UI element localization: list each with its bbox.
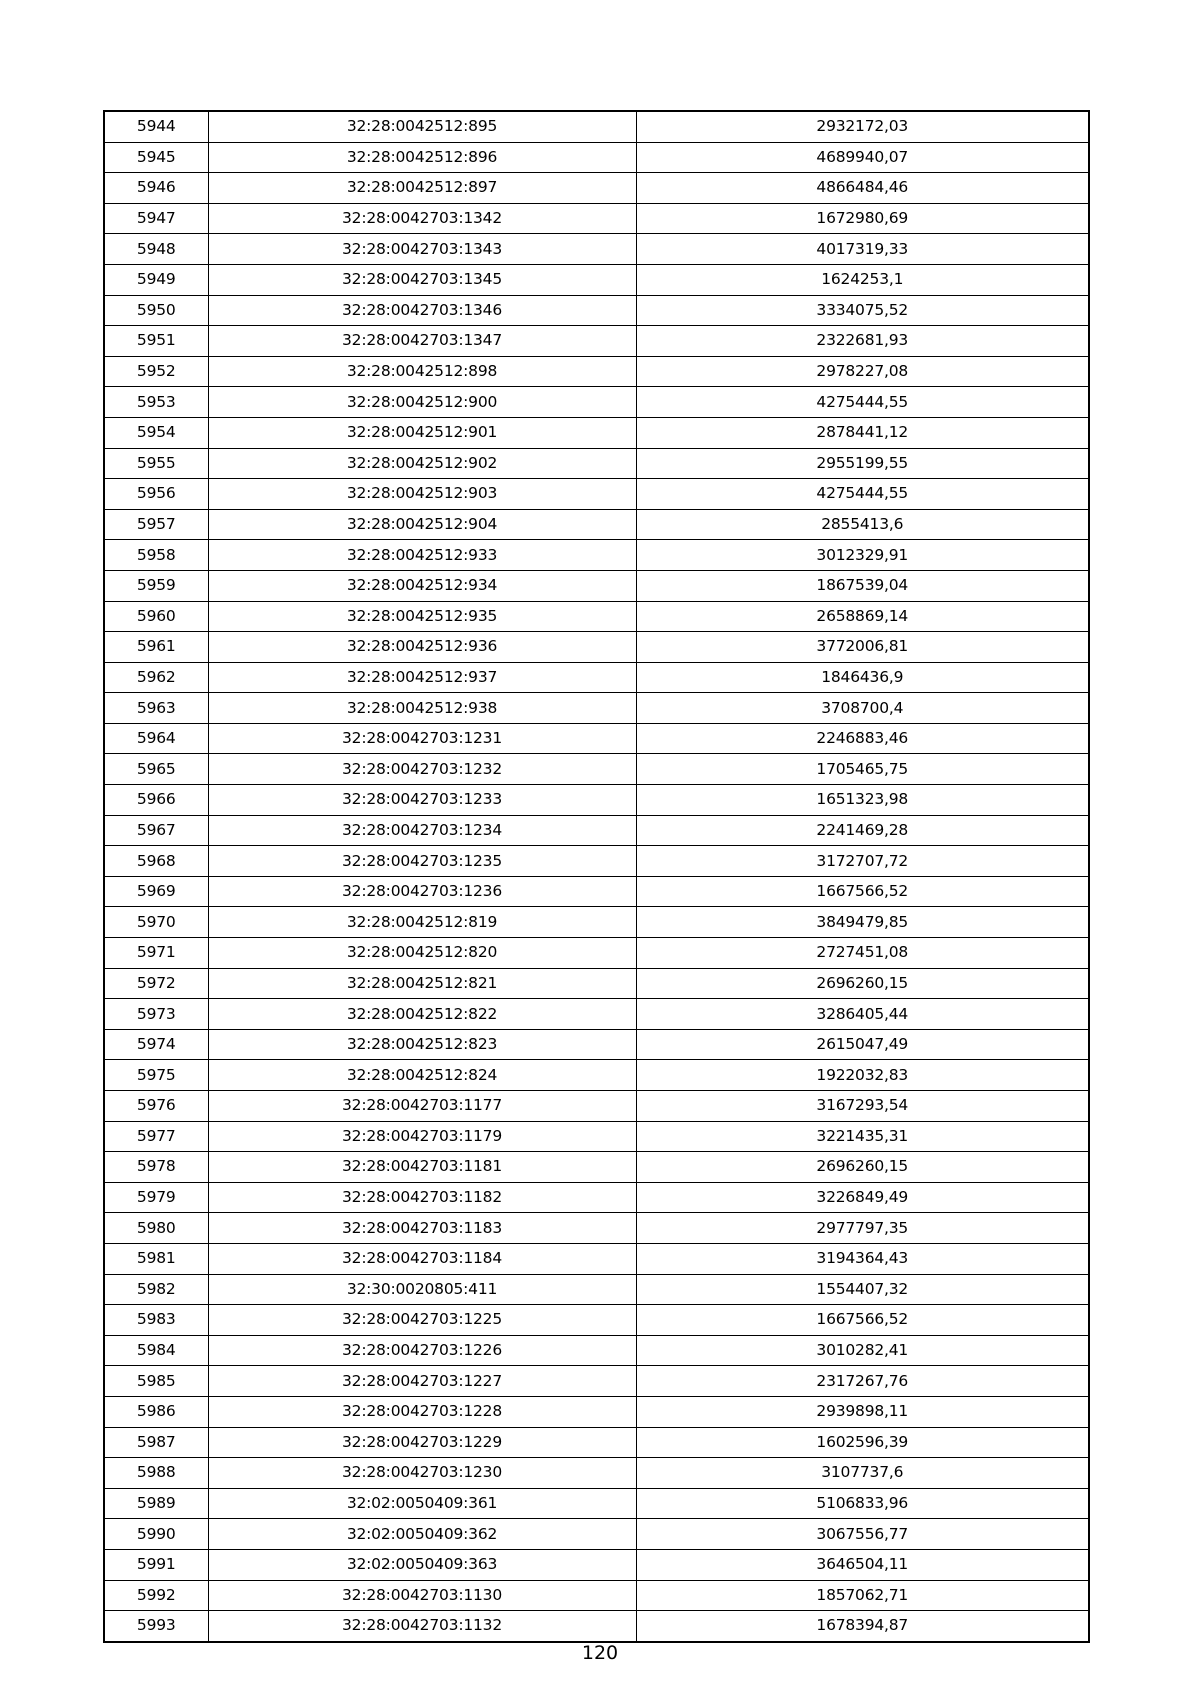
- cadastral-value-cell: 1705465,75: [636, 754, 1089, 785]
- table-row: [104, 693, 1089, 724]
- row-number-cell: 5949: [104, 264, 208, 295]
- table-row: [104, 754, 1089, 785]
- cadastral-number-cell: 32:28:0042512:898: [208, 356, 636, 387]
- cadastral-value-cell: 1922032,83: [636, 1060, 1089, 1091]
- cadastral-value-cell: 1678394,87: [636, 1611, 1089, 1642]
- cadastral-number-cell: 32:28:0042703:1236: [208, 876, 636, 907]
- row-number-cell: 5960: [104, 601, 208, 632]
- table-row: [104, 1611, 1089, 1642]
- cadastral-number-cell: 32:28:0042703:1184: [208, 1243, 636, 1274]
- cadastral-value-cell: 4017319,33: [636, 234, 1089, 265]
- cadastral-number-cell: 32:28:0042512:901: [208, 417, 636, 448]
- row-number-cell: 5952: [104, 356, 208, 387]
- row-number-cell: 5953: [104, 387, 208, 418]
- row-number-cell: 5981: [104, 1243, 208, 1274]
- cadastral-number-cell: 32:28:0042512:824: [208, 1060, 636, 1091]
- row-number-cell: 5963: [104, 693, 208, 724]
- cadastral-value-cell: 3221435,31: [636, 1121, 1089, 1152]
- table-row: [104, 1488, 1089, 1519]
- row-number-cell: 5971: [104, 938, 208, 969]
- table-row: [104, 907, 1089, 938]
- table-row: [104, 1029, 1089, 1060]
- row-number-cell: 5955: [104, 448, 208, 479]
- table-row: [104, 1305, 1089, 1336]
- table-row: [104, 295, 1089, 326]
- cadastral-number-cell: 32:28:0042703:1346: [208, 295, 636, 326]
- cadastral-number-cell: 32:28:0042512:823: [208, 1029, 636, 1060]
- cadastral-number-cell: 32:28:0042703:1130: [208, 1580, 636, 1611]
- row-number-cell: 5972: [104, 968, 208, 999]
- cadastral-number-cell: 32:28:0042703:1343: [208, 234, 636, 265]
- row-number-cell: 5975: [104, 1060, 208, 1091]
- cadastral-value-cell: 2977797,35: [636, 1213, 1089, 1244]
- table-row: [104, 938, 1089, 969]
- table-row: [104, 999, 1089, 1030]
- cadastral-value-cell: 3708700,4: [636, 693, 1089, 724]
- cadastral-value-cell: 2878441,12: [636, 417, 1089, 448]
- row-number-cell: 5969: [104, 876, 208, 907]
- table-row: [104, 326, 1089, 357]
- cadastral-number-cell: 32:02:0050409:361: [208, 1488, 636, 1519]
- row-number-cell: 5977: [104, 1121, 208, 1152]
- cadastral-value-cell: 3107737,6: [636, 1458, 1089, 1489]
- row-number-cell: 5987: [104, 1427, 208, 1458]
- cadastral-number-cell: 32:28:0042703:1183: [208, 1213, 636, 1244]
- cadastral-number-cell: 32:28:0042703:1234: [208, 815, 636, 846]
- table-row: [104, 540, 1089, 571]
- row-number-cell: 5957: [104, 509, 208, 540]
- row-number-cell: 5948: [104, 234, 208, 265]
- row-number-cell: 5954: [104, 417, 208, 448]
- table-row: [104, 1182, 1089, 1213]
- row-number-cell: 5986: [104, 1396, 208, 1427]
- table-row: [104, 570, 1089, 601]
- table-row: [104, 1396, 1089, 1427]
- cadastral-value-cell: 2696260,15: [636, 968, 1089, 999]
- row-number-cell: 5993: [104, 1611, 208, 1642]
- cadastral-value-cell: 1867539,04: [636, 570, 1089, 601]
- cadastral-value-cell: 1554407,32: [636, 1274, 1089, 1305]
- cadastral-number-cell: 32:28:0042512:820: [208, 938, 636, 969]
- row-number-cell: 5958: [104, 540, 208, 571]
- cadastral-number-cell: 32:28:0042512:896: [208, 142, 636, 173]
- cadastral-number-cell: 32:28:0042703:1226: [208, 1335, 636, 1366]
- table-row: [104, 1243, 1089, 1274]
- cadastral-value-cell: 3172707,72: [636, 846, 1089, 877]
- table-row: [104, 1335, 1089, 1366]
- table-row: [104, 1121, 1089, 1152]
- cadastral-value-cell: 1667566,52: [636, 876, 1089, 907]
- row-number-cell: 5965: [104, 754, 208, 785]
- table-row: [104, 417, 1089, 448]
- cadastral-number-cell: 32:02:0050409:363: [208, 1549, 636, 1580]
- row-number-cell: 5966: [104, 785, 208, 816]
- table-row: [104, 846, 1089, 877]
- table-row: [104, 111, 1089, 142]
- cadastral-value-cell: 2955199,55: [636, 448, 1089, 479]
- table-row: [104, 387, 1089, 418]
- cadastral-value-cell: 3334075,52: [636, 295, 1089, 326]
- cadastral-number-cell: 32:28:0042512:936: [208, 632, 636, 663]
- cadastral-value-cell: 2855413,6: [636, 509, 1089, 540]
- table-row: [104, 356, 1089, 387]
- cadastral-number-cell: 32:28:0042703:1181: [208, 1152, 636, 1183]
- row-number-cell: 5985: [104, 1366, 208, 1397]
- row-number-cell: 5978: [104, 1152, 208, 1183]
- table-row: [104, 785, 1089, 816]
- row-number-cell: 5964: [104, 723, 208, 754]
- cadastral-value-cell: 2246883,46: [636, 723, 1089, 754]
- cadastral-number-cell: 32:28:0042703:1182: [208, 1182, 636, 1213]
- table-row: [104, 662, 1089, 693]
- table-row: [104, 264, 1089, 295]
- cadastral-number-cell: 32:28:0042512:933: [208, 540, 636, 571]
- table-row: [104, 203, 1089, 234]
- cadastral-number-cell: 32:28:0042512:903: [208, 479, 636, 510]
- cadastral-number-cell: 32:28:0042703:1177: [208, 1091, 636, 1122]
- table-row: [104, 1213, 1089, 1244]
- cadastral-value-cell: 3010282,41: [636, 1335, 1089, 1366]
- cadastral-value-cell: 3772006,81: [636, 632, 1089, 663]
- cadastral-number-cell: 32:28:0042512:821: [208, 968, 636, 999]
- cadastral-number-cell: 32:28:0042703:1228: [208, 1396, 636, 1427]
- table-body: [104, 111, 1089, 1642]
- cadastral-number-cell: 32:28:0042512:897: [208, 173, 636, 204]
- cadastral-number-cell: 32:02:0050409:362: [208, 1519, 636, 1550]
- row-number-cell: 5944: [104, 111, 208, 142]
- table-row: [104, 142, 1089, 173]
- cadastral-value-cell: 1667566,52: [636, 1305, 1089, 1336]
- cadastral-value-cell: 1672980,69: [636, 203, 1089, 234]
- cadastral-value-cell: 4866484,46: [636, 173, 1089, 204]
- table-row: [104, 1549, 1089, 1580]
- table-row: [104, 1152, 1089, 1183]
- cadastral-value-cell: 1651323,98: [636, 785, 1089, 816]
- row-number-cell: 5988: [104, 1458, 208, 1489]
- table-row: [104, 1580, 1089, 1611]
- cadastral-number-cell: 32:28:0042703:1229: [208, 1427, 636, 1458]
- table-row: [104, 448, 1089, 479]
- cadastral-value-cell: 2696260,15: [636, 1152, 1089, 1183]
- row-number-cell: 5976: [104, 1091, 208, 1122]
- cadastral-number-cell: 32:28:0042703:1227: [208, 1366, 636, 1397]
- row-number-cell: 5968: [104, 846, 208, 877]
- cadastral-number-cell: 32:28:0042703:1231: [208, 723, 636, 754]
- cadastral-value-cell: 3849479,85: [636, 907, 1089, 938]
- cadastral-number-cell: 32:28:0042703:1132: [208, 1611, 636, 1642]
- cadastral-value-cell: 1857062,71: [636, 1580, 1089, 1611]
- table-row: [104, 1091, 1089, 1122]
- row-number-cell: 5951: [104, 326, 208, 357]
- row-number-cell: 5967: [104, 815, 208, 846]
- row-number-cell: 5989: [104, 1488, 208, 1519]
- table-row: [104, 1519, 1089, 1550]
- cadastral-number-cell: 32:28:0042512:904: [208, 509, 636, 540]
- table-row: [104, 509, 1089, 540]
- table-row: [104, 1458, 1089, 1489]
- table-row: [104, 1427, 1089, 1458]
- cadastral-value-cell: 3646504,11: [636, 1549, 1089, 1580]
- cadastral-value-cell: 2615047,49: [636, 1029, 1089, 1060]
- row-number-cell: 5991: [104, 1549, 208, 1580]
- cadastral-value-cell: 3286405,44: [636, 999, 1089, 1030]
- cadastral-value-cell: 2241469,28: [636, 815, 1089, 846]
- cadastral-value-cell: 2939898,11: [636, 1396, 1089, 1427]
- table-row: [104, 234, 1089, 265]
- table-row: [104, 1060, 1089, 1091]
- cadastral-value-cell: 3167293,54: [636, 1091, 1089, 1122]
- cadastral-value-cell: 3067556,77: [636, 1519, 1089, 1550]
- cadastral-number-cell: 32:28:0042703:1235: [208, 846, 636, 877]
- row-number-cell: 5973: [104, 999, 208, 1030]
- cadastral-number-cell: 32:28:0042703:1347: [208, 326, 636, 357]
- cadastral-value-cell: 4275444,55: [636, 387, 1089, 418]
- table-row: [104, 723, 1089, 754]
- cadastral-number-cell: 32:28:0042512:938: [208, 693, 636, 724]
- row-number-cell: 5959: [104, 570, 208, 601]
- cadastral-number-cell: 32:28:0042703:1230: [208, 1458, 636, 1489]
- table-row: [104, 876, 1089, 907]
- row-number-cell: 5947: [104, 203, 208, 234]
- row-number-cell: 5983: [104, 1305, 208, 1336]
- cadastral-number-cell: 32:28:0042512:895: [208, 111, 636, 142]
- cadastral-number-cell: 32:28:0042512:819: [208, 907, 636, 938]
- row-number-cell: 5945: [104, 142, 208, 173]
- cadastral-value-cell: 2317267,76: [636, 1366, 1089, 1397]
- row-number-cell: 5990: [104, 1519, 208, 1550]
- table-row: [104, 173, 1089, 204]
- cadastral-value-table: [103, 110, 1090, 1643]
- table-row: [104, 1274, 1089, 1305]
- row-number-cell: 5970: [104, 907, 208, 938]
- cadastral-value-cell: 2978227,08: [636, 356, 1089, 387]
- cadastral-value-cell: 2322681,93: [636, 326, 1089, 357]
- row-number-cell: 5962: [104, 662, 208, 693]
- cadastral-number-cell: 32:28:0042703:1233: [208, 785, 636, 816]
- page-number: 120: [581, 1642, 619, 1664]
- cadastral-value-cell: 3226849,49: [636, 1182, 1089, 1213]
- cadastral-number-cell: 32:28:0042512:934: [208, 570, 636, 601]
- row-number-cell: 5974: [104, 1029, 208, 1060]
- table-row: [104, 1366, 1089, 1397]
- row-number-cell: 5979: [104, 1182, 208, 1213]
- cadastral-value-cell: 1602596,39: [636, 1427, 1089, 1458]
- table-row: [104, 479, 1089, 510]
- row-number-cell: 5950: [104, 295, 208, 326]
- cadastral-number-cell: 32:28:0042512:937: [208, 662, 636, 693]
- cadastral-value-cell: 5106833,96: [636, 1488, 1089, 1519]
- table-row: [104, 601, 1089, 632]
- cadastral-number-cell: 32:28:0042703:1345: [208, 264, 636, 295]
- cadastral-value-cell: 3012329,91: [636, 540, 1089, 571]
- cadastral-value-cell: 4689940,07: [636, 142, 1089, 173]
- cadastral-number-cell: 32:28:0042512:822: [208, 999, 636, 1030]
- row-number-cell: 5984: [104, 1335, 208, 1366]
- cadastral-number-cell: 32:30:0020805:411: [208, 1274, 636, 1305]
- row-number-cell: 5956: [104, 479, 208, 510]
- row-number-cell: 5961: [104, 632, 208, 663]
- cadastral-value-cell: 4275444,55: [636, 479, 1089, 510]
- cadastral-value-cell: 2727451,08: [636, 938, 1089, 969]
- cadastral-value-cell: 3194364,43: [636, 1243, 1089, 1274]
- cadastral-number-cell: 32:28:0042512:935: [208, 601, 636, 632]
- cadastral-value-cell: 2658869,14: [636, 601, 1089, 632]
- table-row: [104, 968, 1089, 999]
- row-number-cell: 5982: [104, 1274, 208, 1305]
- cadastral-value-cell: 1846436,9: [636, 662, 1089, 693]
- cadastral-value-cell: 1624253,1: [636, 264, 1089, 295]
- row-number-cell: 5992: [104, 1580, 208, 1611]
- cadastral-number-cell: 32:28:0042703:1232: [208, 754, 636, 785]
- cadastral-number-cell: 32:28:0042512:902: [208, 448, 636, 479]
- cadastral-number-cell: 32:28:0042703:1225: [208, 1305, 636, 1336]
- table-row: [104, 632, 1089, 663]
- row-number-cell: 5980: [104, 1213, 208, 1244]
- cadastral-value-cell: 2932172,03: [636, 111, 1089, 142]
- table-row: [104, 815, 1089, 846]
- row-number-cell: 5946: [104, 173, 208, 204]
- cadastral-number-cell: 32:28:0042703:1342: [208, 203, 636, 234]
- cadastral-number-cell: 32:28:0042703:1179: [208, 1121, 636, 1152]
- cadastral-number-cell: 32:28:0042512:900: [208, 387, 636, 418]
